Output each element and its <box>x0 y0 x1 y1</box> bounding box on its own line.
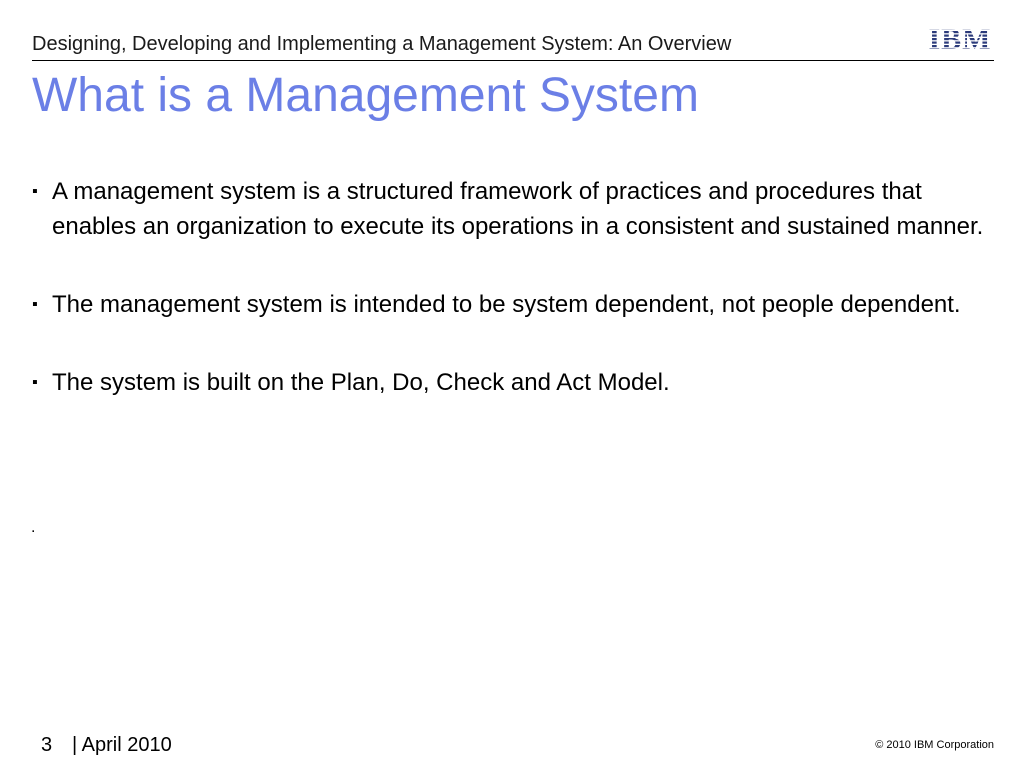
bullet-text: A management system is a structured framework of practices and procedures that enables an organization to execute its operations in a consistent and sustained manner. <box>52 178 984 240</box>
bullet-item <box>32 365 994 400</box>
page-number: 3 <box>41 734 53 756</box>
bullet-text: The system is built on the Plan, Do, Check and Act Model. <box>52 369 670 396</box>
slide-title: What is a Management System <box>32 69 699 122</box>
copyright-notice: © 2010 IBM Corporation <box>875 739 994 751</box>
square-bullet-icon: ▪ <box>32 183 38 200</box>
stray-period: . <box>31 519 36 536</box>
footer-date: | April 2010 <box>72 734 172 756</box>
bullet-item <box>32 287 994 322</box>
bullet-text: The management system is intended to be system dependent, not people dependent. <box>52 291 961 318</box>
ibm-logo-text: IBM <box>928 24 992 52</box>
bullet-item <box>32 174 994 244</box>
ibm-logo-icon <box>926 24 994 52</box>
square-bullet-icon: ▪ <box>32 374 38 391</box>
bullet-list <box>32 174 994 443</box>
square-bullet-icon: ▪ <box>32 296 38 313</box>
presentation-title: Designing, Developing and Implementing a Management System: An Overview <box>32 33 732 55</box>
header-divider <box>32 60 994 61</box>
